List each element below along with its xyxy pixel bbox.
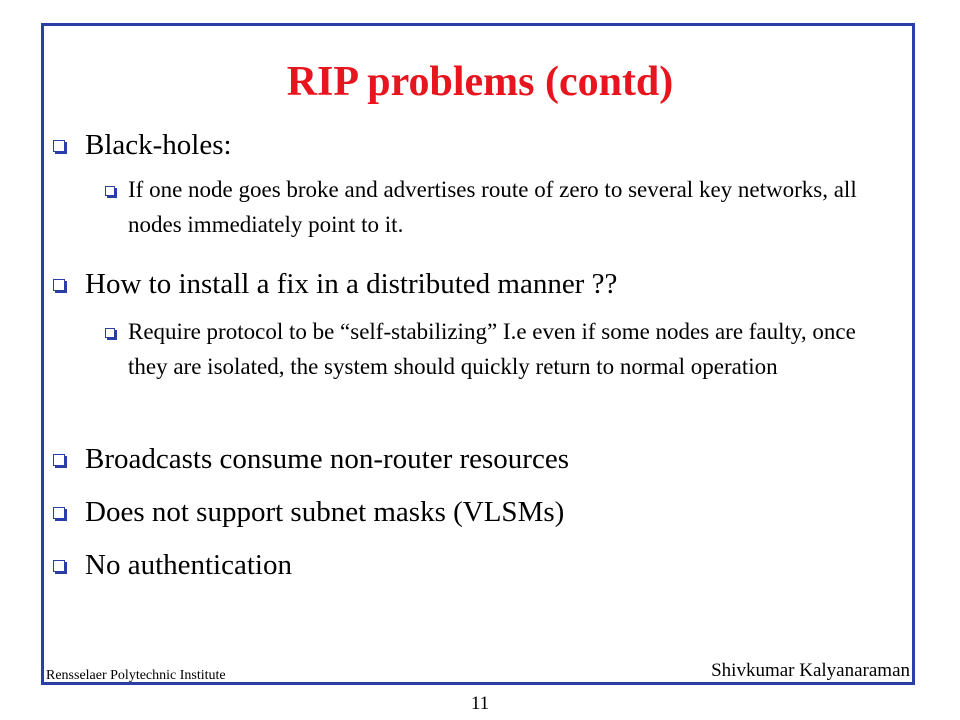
square-bullet-icon [105, 186, 115, 196]
bullet-text: How to install a fix in a distributed manner ?? [85, 268, 618, 300]
square-bullet-icon [53, 454, 65, 466]
sub-bullet-self-stabilizing [105, 314, 885, 384]
square-bullet-icon [105, 328, 115, 338]
bullet-text: No authentication [85, 549, 292, 581]
square-bullet-icon [53, 560, 65, 572]
bullet-authentication [53, 545, 292, 585]
bullet-text: Broadcasts consume non-router resources [85, 443, 569, 475]
bullet-black-holes [53, 125, 232, 165]
bullet-text: Black-holes: [85, 129, 232, 161]
sub-bullet-black-holes-detail [105, 172, 885, 242]
bullet-text: Require protocol to be “self-stabilizing” I.e even if some nodes are faulty, once they are isolated, the system should quickly return to normal operation [128, 319, 856, 379]
bullet-broadcasts [53, 439, 569, 479]
footer-author: Shivkumar Kalyanaraman [711, 660, 910, 681]
footer-institution: Rensselaer Polytechnic Institute [46, 668, 226, 683]
bullet-text: Does not support subnet masks (VLSMs) [85, 496, 565, 528]
bullet-subnet-masks [53, 492, 564, 532]
square-bullet-icon [53, 279, 65, 291]
page-number: 11 [470, 693, 490, 714]
square-bullet-icon [53, 507, 65, 519]
slide-title: RIP problems (contd) [286, 59, 674, 105]
bullet-install-fix [53, 264, 617, 304]
square-bullet-icon [53, 140, 65, 152]
bullet-text: If one node goes broke and advertises route of zero to several key networks, all nodes immediately point to it. [128, 177, 857, 237]
